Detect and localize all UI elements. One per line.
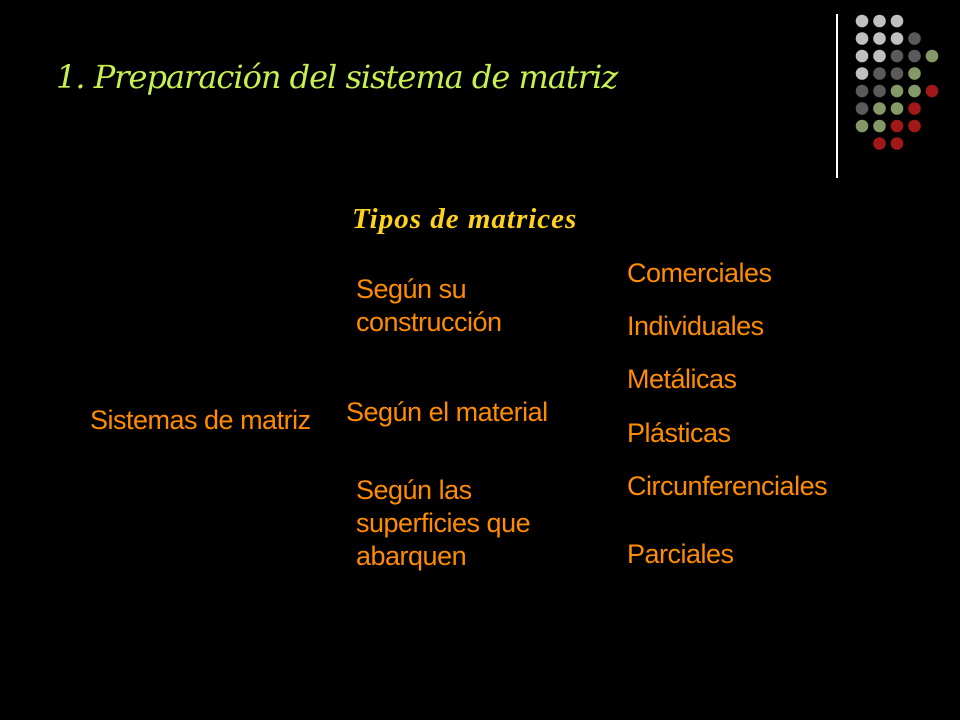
- decorative-dot: [891, 120, 904, 133]
- decorative-dot: [891, 50, 904, 63]
- decorative-dot: [856, 50, 869, 63]
- category-material: [346, 397, 548, 428]
- decorative-dot: [873, 67, 886, 80]
- decorative-dot: [908, 85, 921, 98]
- decorative-dot: [856, 120, 869, 133]
- type-circunferenciales: Circunferenciales: [627, 471, 828, 501]
- decorative-dot: [908, 120, 921, 133]
- category-label-line: Según las: [356, 475, 472, 505]
- decorative-dot: [873, 120, 886, 133]
- category-label-line: superficies que: [356, 508, 531, 538]
- decorative-dot: [856, 102, 869, 115]
- decorative-dot: [873, 15, 886, 28]
- decorative-dot: [873, 85, 886, 98]
- category-label-line: Según su: [356, 274, 467, 304]
- decorative-dot: [873, 137, 886, 150]
- type-metalicas: Metálicas: [627, 364, 737, 394]
- divider-line: [836, 14, 838, 178]
- decorative-dot: [908, 102, 921, 115]
- decorative-dot: [908, 50, 921, 63]
- decorative-dot: [873, 102, 886, 115]
- type-parciales: Parciales: [627, 539, 734, 569]
- category-label-line: abarquen: [356, 541, 467, 571]
- type-plasticas: Plásticas: [627, 418, 731, 448]
- category-construction: [356, 273, 596, 339]
- slide-title: 1. Preparación del sistema de matriz: [56, 58, 618, 96]
- decorative-dot: [891, 85, 904, 98]
- decorative-dot: [856, 85, 869, 98]
- category-surfaces: [356, 474, 616, 573]
- decorative-dot: [856, 15, 869, 28]
- decorative-dot: [873, 50, 886, 63]
- decorative-dot: [891, 67, 904, 80]
- decorative-dot: [856, 67, 869, 80]
- root-label: Sistemas de matriz: [90, 405, 311, 435]
- type-comerciales: Comerciales: [627, 258, 772, 288]
- category-label-line: Según el material: [346, 397, 548, 427]
- slide-subtitle: Tipos de matrices: [352, 203, 578, 235]
- decorative-dot: [908, 67, 921, 80]
- decorative-dot: [891, 15, 904, 28]
- category-label-line: construcción: [356, 307, 502, 337]
- decorative-dot: [926, 50, 939, 63]
- type-individuales: Individuales: [627, 311, 764, 341]
- decorative-dot: [891, 102, 904, 115]
- decorative-dot: [856, 32, 869, 45]
- decorative-dot: [873, 32, 886, 45]
- decorative-dot: [926, 85, 939, 98]
- decorative-dot: [891, 137, 904, 150]
- decorative-dot: [908, 32, 921, 45]
- decorative-dot: [891, 32, 904, 45]
